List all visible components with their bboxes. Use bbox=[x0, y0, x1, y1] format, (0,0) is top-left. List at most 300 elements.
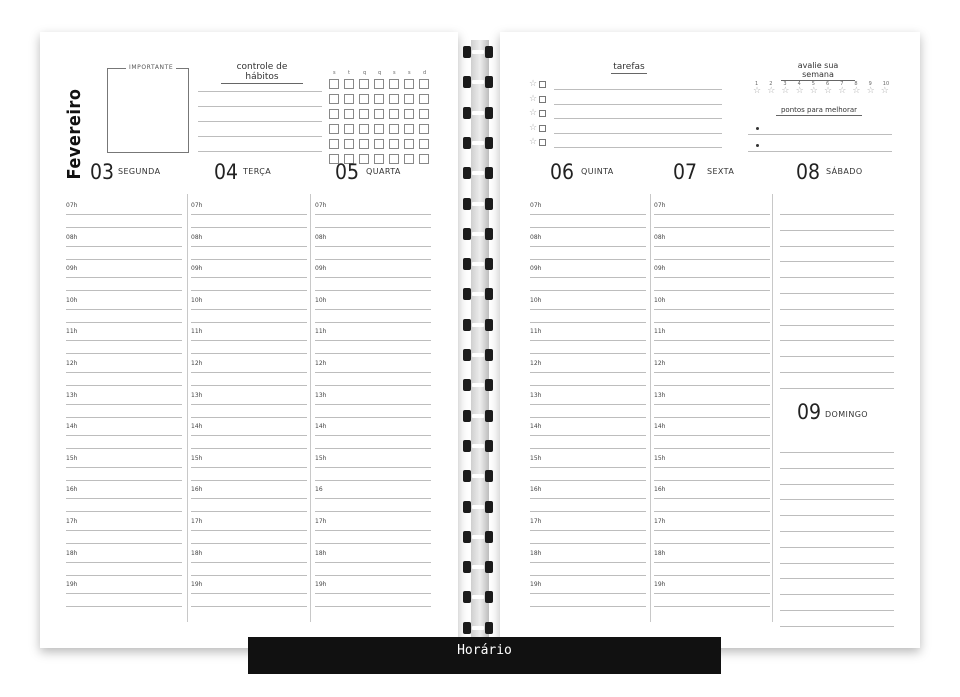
ring-left-icon bbox=[463, 198, 471, 210]
half-hour-line[interactable] bbox=[654, 575, 770, 576]
ring-left-icon bbox=[463, 470, 471, 482]
hour-label: 19h bbox=[315, 581, 327, 589]
hour-line[interactable] bbox=[66, 562, 182, 563]
hour-label: 13h bbox=[191, 391, 203, 399]
sunday-number: 09 bbox=[797, 400, 822, 424]
hour-label: 11h bbox=[654, 328, 666, 336]
hour-line[interactable] bbox=[191, 562, 307, 563]
hour-line[interactable] bbox=[530, 404, 646, 405]
half-hour-line[interactable] bbox=[191, 322, 307, 323]
day-number: 03 bbox=[90, 160, 115, 184]
ring-bar bbox=[472, 232, 484, 236]
task-star-icon: ☆ bbox=[529, 108, 538, 119]
habit-checkbox[interactable] bbox=[374, 139, 384, 149]
habit-checkbox[interactable] bbox=[374, 154, 384, 164]
rate-week-title: avalie sua semana bbox=[781, 61, 855, 81]
habit-line[interactable] bbox=[198, 121, 322, 122]
habit-checkbox[interactable] bbox=[419, 79, 429, 89]
half-hour-line[interactable] bbox=[530, 543, 646, 544]
habit-checkbox[interactable] bbox=[344, 139, 354, 149]
habit-checkbox[interactable] bbox=[374, 109, 384, 119]
habit-checkbox[interactable] bbox=[359, 94, 369, 104]
hour-line[interactable] bbox=[530, 435, 646, 436]
half-hour-line[interactable] bbox=[530, 322, 646, 323]
hour-label: 07h bbox=[66, 202, 78, 209]
hour-line[interactable] bbox=[315, 562, 431, 563]
habit-checkbox[interactable] bbox=[419, 124, 429, 134]
half-hour-line[interactable] bbox=[315, 448, 431, 449]
saturday-line[interactable] bbox=[780, 293, 894, 294]
hour-line[interactable] bbox=[66, 593, 182, 594]
hour-line[interactable] bbox=[654, 593, 770, 594]
spiral-ring bbox=[463, 228, 493, 240]
rating-star-icon[interactable]: ☆ bbox=[852, 86, 861, 96]
half-hour-line[interactable] bbox=[654, 606, 770, 607]
sunday-line[interactable] bbox=[780, 531, 894, 532]
half-hour-line[interactable] bbox=[654, 227, 770, 228]
habit-checkbox[interactable] bbox=[389, 109, 399, 119]
hour-line[interactable] bbox=[66, 372, 182, 373]
ring-left-icon bbox=[463, 349, 471, 361]
hour-line[interactable] bbox=[654, 340, 770, 341]
ring-bar bbox=[472, 626, 484, 630]
right-page bbox=[500, 32, 920, 648]
hour-line[interactable] bbox=[66, 498, 182, 499]
saturday-line[interactable] bbox=[780, 340, 894, 341]
spiral-ring bbox=[463, 76, 493, 88]
half-hour-line[interactable] bbox=[66, 259, 182, 260]
hour-line[interactable] bbox=[315, 246, 431, 247]
half-hour-line[interactable] bbox=[66, 227, 182, 228]
half-hour-line[interactable] bbox=[66, 575, 182, 576]
task-line[interactable] bbox=[554, 104, 722, 105]
habit-checkbox[interactable] bbox=[329, 139, 339, 149]
hour-line[interactable] bbox=[654, 309, 770, 310]
rating-star-icon[interactable]: ☆ bbox=[795, 86, 804, 96]
task-line[interactable] bbox=[554, 118, 722, 119]
half-hour-line[interactable] bbox=[191, 227, 307, 228]
half-hour-line[interactable] bbox=[530, 290, 646, 291]
habit-line[interactable] bbox=[198, 91, 322, 92]
half-hour-line[interactable] bbox=[315, 511, 431, 512]
half-hour-line[interactable] bbox=[530, 606, 646, 607]
sunday-line[interactable] bbox=[780, 499, 894, 500]
hour-line[interactable] bbox=[315, 340, 431, 341]
half-hour-line[interactable] bbox=[191, 543, 307, 544]
half-hour-line[interactable] bbox=[654, 417, 770, 418]
habit-checkbox[interactable] bbox=[419, 154, 429, 164]
saturday-line[interactable] bbox=[780, 261, 894, 262]
habit-checkbox[interactable] bbox=[329, 94, 339, 104]
habit-checkbox[interactable] bbox=[404, 94, 414, 104]
habit-line[interactable] bbox=[198, 106, 322, 107]
half-hour-line[interactable] bbox=[66, 606, 182, 607]
habit-checkbox[interactable] bbox=[359, 124, 369, 134]
saturday-line[interactable] bbox=[780, 372, 894, 373]
half-hour-line[interactable] bbox=[191, 353, 307, 354]
hour-label: 17h bbox=[315, 518, 327, 525]
half-hour-line[interactable] bbox=[66, 322, 182, 323]
hour-line[interactable] bbox=[530, 498, 646, 499]
saturday-line[interactable] bbox=[780, 246, 894, 247]
sunday-line[interactable] bbox=[780, 547, 894, 548]
half-hour-line[interactable] bbox=[191, 417, 307, 418]
hour-line[interactable] bbox=[315, 309, 431, 310]
habit-checkbox[interactable] bbox=[389, 139, 399, 149]
ring-left-icon bbox=[463, 228, 471, 240]
half-hour-line[interactable] bbox=[315, 575, 431, 576]
sunday-name: DOMINGO bbox=[825, 410, 868, 419]
day-name: TERÇA bbox=[243, 167, 272, 176]
saturday-line[interactable] bbox=[780, 388, 894, 389]
task-checkbox[interactable] bbox=[539, 81, 546, 88]
hour-line[interactable] bbox=[530, 309, 646, 310]
habit-checkbox[interactable] bbox=[359, 139, 369, 149]
hour-line[interactable] bbox=[191, 214, 307, 215]
habit-checkbox[interactable] bbox=[329, 124, 339, 134]
spiral-ring bbox=[463, 137, 493, 149]
rating-star-icon[interactable]: ☆ bbox=[781, 86, 790, 96]
sunday-line[interactable] bbox=[780, 484, 894, 485]
rating-star-icon[interactable]: ☆ bbox=[753, 86, 762, 96]
half-hour-line[interactable] bbox=[66, 511, 182, 512]
hour-line[interactable] bbox=[66, 309, 182, 310]
ring-right-icon bbox=[485, 76, 493, 88]
hour-line[interactable] bbox=[191, 467, 307, 468]
ring-right-icon bbox=[485, 440, 493, 452]
hour-line[interactable] bbox=[315, 277, 431, 278]
habit-checkbox[interactable] bbox=[419, 109, 429, 119]
habits-title: controle de hábitos bbox=[221, 62, 303, 84]
ring-right-icon bbox=[485, 46, 493, 58]
half-hour-line[interactable] bbox=[530, 417, 646, 418]
saturday-line[interactable] bbox=[780, 309, 894, 310]
rating-star-icon[interactable]: ☆ bbox=[824, 86, 833, 96]
ring-right-icon bbox=[485, 591, 493, 603]
hour-line[interactable] bbox=[66, 530, 182, 531]
hour-line[interactable] bbox=[654, 498, 770, 499]
sunday-line[interactable] bbox=[780, 452, 894, 453]
sunday-line[interactable] bbox=[780, 468, 894, 469]
hour-line[interactable] bbox=[66, 214, 182, 215]
hour-line[interactable] bbox=[654, 246, 770, 247]
hour-line[interactable] bbox=[315, 467, 431, 468]
saturday-line[interactable] bbox=[780, 214, 894, 215]
sunday-line[interactable] bbox=[780, 610, 894, 611]
task-checkbox[interactable] bbox=[539, 96, 546, 103]
half-hour-line[interactable] bbox=[66, 385, 182, 386]
half-hour-line[interactable] bbox=[530, 353, 646, 354]
hour-line[interactable] bbox=[191, 593, 307, 594]
rating-star-icon[interactable]: ☆ bbox=[866, 86, 875, 96]
hour-line[interactable] bbox=[530, 372, 646, 373]
day-number: 07 bbox=[673, 160, 698, 184]
rate-number: 10 bbox=[882, 81, 890, 87]
hour-line[interactable] bbox=[530, 340, 646, 341]
hour-line[interactable] bbox=[654, 214, 770, 215]
rate-number: 9 bbox=[868, 81, 872, 87]
improve-line bbox=[748, 151, 892, 152]
hour-line[interactable] bbox=[654, 530, 770, 531]
spiral-ring bbox=[463, 46, 493, 58]
hour-line[interactable] bbox=[66, 277, 182, 278]
hour-line[interactable] bbox=[530, 593, 646, 594]
hour-line[interactable] bbox=[315, 593, 431, 594]
hour-line[interactable] bbox=[654, 372, 770, 373]
half-hour-line[interactable] bbox=[654, 322, 770, 323]
task-checkbox[interactable] bbox=[539, 139, 546, 146]
spiral-ring bbox=[463, 501, 493, 513]
half-hour-line[interactable] bbox=[315, 385, 431, 386]
hour-label: 13h bbox=[654, 391, 666, 399]
ring-right-icon bbox=[485, 349, 493, 361]
hour-label: 13h bbox=[530, 391, 542, 399]
half-hour-line[interactable] bbox=[191, 448, 307, 449]
habit-checkbox[interactable] bbox=[404, 139, 414, 149]
task-line[interactable] bbox=[554, 89, 722, 90]
hour-line[interactable] bbox=[191, 340, 307, 341]
ring-bar bbox=[472, 353, 484, 357]
hour-line[interactable] bbox=[530, 467, 646, 468]
ring-left-icon bbox=[463, 591, 471, 603]
hour-line[interactable] bbox=[66, 404, 182, 405]
hour-label: 17h bbox=[66, 518, 78, 525]
hour-label: 15h bbox=[654, 454, 666, 462]
half-hour-line[interactable] bbox=[191, 290, 307, 291]
sunday-line[interactable] bbox=[780, 578, 894, 579]
ring-bar bbox=[472, 474, 484, 478]
half-hour-line[interactable] bbox=[191, 575, 307, 576]
half-hour-line[interactable] bbox=[530, 575, 646, 576]
habit-checkbox[interactable] bbox=[374, 79, 384, 89]
habit-checkbox[interactable] bbox=[374, 124, 384, 134]
hour-line[interactable] bbox=[66, 340, 182, 341]
half-hour-line[interactable] bbox=[66, 448, 182, 449]
hour-line[interactable] bbox=[315, 404, 431, 405]
hour-line[interactable] bbox=[530, 562, 646, 563]
spiral-ring bbox=[463, 410, 493, 422]
habit-checkbox[interactable] bbox=[404, 154, 414, 164]
half-hour-line[interactable] bbox=[66, 290, 182, 291]
hour-line[interactable] bbox=[191, 309, 307, 310]
hour-line[interactable] bbox=[530, 530, 646, 531]
half-hour-line[interactable] bbox=[191, 606, 307, 607]
half-hour-line[interactable] bbox=[66, 353, 182, 354]
ring-left-icon bbox=[463, 379, 471, 391]
habit-checkbox[interactable] bbox=[389, 79, 399, 89]
hour-line[interactable] bbox=[315, 214, 431, 215]
ring-right-icon bbox=[485, 470, 493, 482]
hour-line[interactable] bbox=[530, 277, 646, 278]
sunday-line[interactable] bbox=[780, 515, 894, 516]
hour-label: 07h bbox=[654, 202, 666, 209]
hour-line[interactable] bbox=[191, 277, 307, 278]
saturday-line[interactable] bbox=[780, 230, 894, 231]
day-number: 05 bbox=[335, 160, 360, 184]
half-hour-line[interactable] bbox=[315, 417, 431, 418]
hour-label: 19h bbox=[530, 581, 542, 589]
ring-right-icon bbox=[485, 258, 493, 270]
hour-line[interactable] bbox=[315, 530, 431, 531]
spiral-ring bbox=[463, 319, 493, 331]
ring-left-icon bbox=[463, 622, 471, 634]
half-hour-line[interactable] bbox=[191, 385, 307, 386]
ring-right-icon bbox=[485, 137, 493, 149]
habit-checkbox[interactable] bbox=[374, 94, 384, 104]
hour-line[interactable] bbox=[654, 277, 770, 278]
half-hour-line[interactable] bbox=[654, 511, 770, 512]
half-hour-line[interactable] bbox=[530, 385, 646, 386]
habit-day-label: q bbox=[363, 70, 367, 76]
sunday-line[interactable] bbox=[780, 626, 894, 627]
half-hour-line[interactable] bbox=[66, 480, 182, 481]
ring-bar bbox=[472, 202, 484, 206]
hour-line[interactable] bbox=[654, 435, 770, 436]
habit-day-label: t bbox=[348, 70, 350, 76]
habit-checkbox[interactable] bbox=[359, 79, 369, 89]
habit-checkbox[interactable] bbox=[404, 79, 414, 89]
half-hour-line[interactable] bbox=[315, 322, 431, 323]
ring-bar bbox=[472, 414, 484, 418]
half-hour-line[interactable] bbox=[191, 259, 307, 260]
sunday-line[interactable] bbox=[780, 594, 894, 595]
hour-label: 11h bbox=[191, 328, 203, 336]
half-hour-line[interactable] bbox=[66, 417, 182, 418]
half-hour-line[interactable] bbox=[315, 290, 431, 291]
day-name: SEGUNDA bbox=[118, 167, 161, 176]
task-line[interactable] bbox=[554, 133, 722, 134]
half-hour-line[interactable] bbox=[66, 543, 182, 544]
important-box[interactable] bbox=[107, 68, 189, 153]
hour-line[interactable] bbox=[191, 435, 307, 436]
habit-checkbox[interactable] bbox=[419, 94, 429, 104]
hour-line[interactable] bbox=[315, 372, 431, 373]
hour-label: 09h bbox=[191, 265, 203, 273]
hour-line[interactable] bbox=[66, 435, 182, 436]
habit-checkbox[interactable] bbox=[419, 139, 429, 149]
habit-checkbox[interactable] bbox=[329, 79, 339, 89]
half-hour-line[interactable] bbox=[530, 227, 646, 228]
habit-checkbox[interactable] bbox=[344, 79, 354, 89]
rating-star-icon[interactable]: ☆ bbox=[809, 86, 818, 96]
ring-left-icon bbox=[463, 410, 471, 422]
habit-checkbox[interactable] bbox=[359, 109, 369, 119]
hour-line[interactable] bbox=[191, 246, 307, 247]
habit-checkbox[interactable] bbox=[404, 109, 414, 119]
hour-line[interactable] bbox=[530, 214, 646, 215]
ring-bar bbox=[472, 262, 484, 266]
half-hour-line[interactable] bbox=[530, 480, 646, 481]
task-line[interactable] bbox=[554, 147, 722, 148]
rating-star-icon[interactable]: ☆ bbox=[880, 86, 889, 96]
hour-line[interactable] bbox=[191, 530, 307, 531]
saturday-line[interactable] bbox=[780, 356, 894, 357]
hour-label: 12h bbox=[654, 360, 666, 367]
hour-line[interactable] bbox=[191, 404, 307, 405]
ring-bar bbox=[472, 141, 484, 145]
hour-line[interactable] bbox=[654, 562, 770, 563]
spiral-ring bbox=[463, 258, 493, 270]
habit-checkbox[interactable] bbox=[329, 109, 339, 119]
habit-day-label: s bbox=[333, 70, 336, 76]
habit-checkbox[interactable] bbox=[389, 124, 399, 134]
habit-line[interactable] bbox=[198, 136, 322, 137]
habit-checkbox[interactable] bbox=[404, 124, 414, 134]
hour-label: 08h bbox=[66, 233, 78, 241]
habit-checkbox[interactable] bbox=[389, 94, 399, 104]
half-hour-line[interactable] bbox=[654, 448, 770, 449]
saturday-line[interactable] bbox=[780, 325, 894, 326]
hour-label: 11h bbox=[530, 328, 542, 336]
ring-left-icon bbox=[463, 46, 471, 58]
ring-bar bbox=[472, 50, 484, 54]
rating-star-icon[interactable]: ☆ bbox=[767, 86, 776, 96]
half-hour-line[interactable] bbox=[530, 448, 646, 449]
sunday-line[interactable] bbox=[780, 563, 894, 564]
hour-label: 07h bbox=[315, 202, 327, 209]
rate-number: 3 bbox=[783, 81, 787, 87]
day-name: QUINTA bbox=[581, 167, 614, 176]
hour-line[interactable] bbox=[530, 246, 646, 247]
half-hour-line[interactable] bbox=[191, 511, 307, 512]
half-hour-line[interactable] bbox=[315, 543, 431, 544]
spiral-ring bbox=[463, 288, 493, 300]
hour-label: 10h bbox=[191, 296, 203, 304]
half-hour-line[interactable] bbox=[654, 290, 770, 291]
ring-bar bbox=[472, 171, 484, 175]
hour-line[interactable] bbox=[654, 467, 770, 468]
column-divider bbox=[310, 194, 311, 622]
half-hour-line[interactable] bbox=[654, 385, 770, 386]
hour-line[interactable] bbox=[191, 372, 307, 373]
hour-line[interactable] bbox=[315, 498, 431, 499]
half-hour-line[interactable] bbox=[315, 480, 431, 481]
hour-line[interactable] bbox=[66, 467, 182, 468]
hour-line[interactable] bbox=[66, 246, 182, 247]
habit-checkbox[interactable] bbox=[344, 94, 354, 104]
rating-star-icon[interactable]: ☆ bbox=[838, 86, 847, 96]
half-hour-line[interactable] bbox=[654, 259, 770, 260]
ring-bar bbox=[472, 111, 484, 115]
task-star-icon: ☆ bbox=[529, 93, 538, 104]
half-hour-line[interactable] bbox=[191, 480, 307, 481]
saturday-line[interactable] bbox=[780, 277, 894, 278]
half-hour-line[interactable] bbox=[315, 259, 431, 260]
half-hour-line[interactable] bbox=[315, 353, 431, 354]
hour-line[interactable] bbox=[315, 435, 431, 436]
habit-checkbox[interactable] bbox=[389, 154, 399, 164]
hour-line[interactable] bbox=[654, 404, 770, 405]
task-checkbox[interactable] bbox=[539, 110, 546, 117]
hour-label: 17h bbox=[654, 518, 666, 525]
half-hour-line[interactable] bbox=[654, 480, 770, 481]
half-hour-line[interactable] bbox=[315, 227, 431, 228]
bullet-dot bbox=[756, 144, 759, 147]
half-hour-line[interactable] bbox=[654, 353, 770, 354]
hour-line[interactable] bbox=[191, 498, 307, 499]
half-hour-line[interactable] bbox=[654, 543, 770, 544]
task-checkbox[interactable] bbox=[539, 125, 546, 132]
half-hour-line[interactable] bbox=[530, 511, 646, 512]
habit-checkbox[interactable] bbox=[344, 109, 354, 119]
half-hour-line[interactable] bbox=[315, 606, 431, 607]
habit-line[interactable] bbox=[198, 151, 322, 152]
habit-checkbox[interactable] bbox=[359, 154, 369, 164]
half-hour-line[interactable] bbox=[530, 259, 646, 260]
hour-label: 16 bbox=[315, 486, 323, 494]
habit-checkbox[interactable] bbox=[344, 124, 354, 134]
ring-right-icon bbox=[485, 622, 493, 634]
